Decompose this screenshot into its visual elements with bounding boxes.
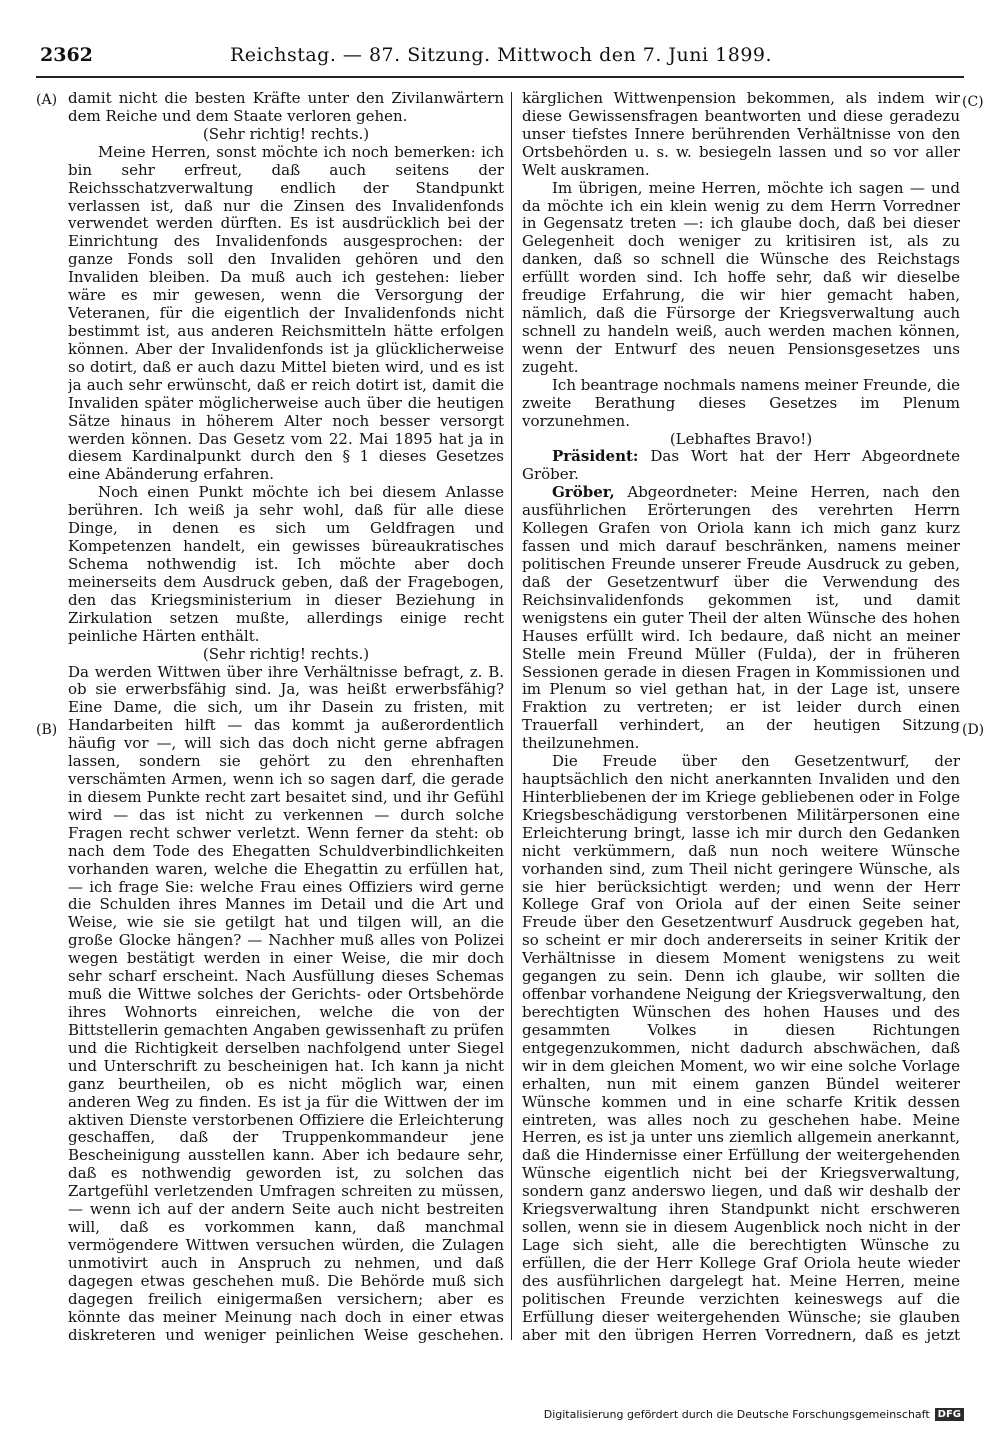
paragraph (68, 664, 504, 1345)
column-divider (511, 92, 512, 1340)
paragraph-text: Da werden Wittwen über ihre Verhältnisse befragt, z. B. ob sie erwerbsfähig sind. Ja, was heißt erwerbsfähig? Eine Dame, die sich, um ihr Dasein zu fristen, mit Handarbeiten hilft — das kommt ja außerordentlich häufig vor —, will sich das doch nicht gerne abfragen lassen, sondern sie gehört zu den ehrenhaften verschämten Armen, wenn ich so sagen darf, die gerade in diesem Punkte recht zart besaitet sind, und ihr Gefühl wird — das ist nicht zu verkennen — durch solche Fragen recht schwer verletzt. Wenn ferner da steht: ob nach dem Tode des Ehegatten Schuldverbindlichkeiten vorhanden waren, welche die Ehegattin zu erfüllen hat, — ich frage Sie: welche Frau eines Offiziers wird gerne die Schulden ihres Mannes im Detail und die Art und Weise, wie sie sie getilgt hat und tilgen will, an die große Glocke hängen? — Nachher muß alles von Polizei wegen bestätigt werden in einer Weise, die mir doch sehr scharf erscheint. Nach Ausfüllung dieses Schemas muß die Wittwe solches der Gerichts- oder Ortsbehörde ihres Wohnorts einreichen, welche die von der Bittstellerin gemachten Angaben gewissenhaft zu prüfen und die Richtigkeit derselben nachfolgend unter Siegel und Unterschrift zu bescheinigen hat. Ich kann ja nicht ganz beurtheilen, ob es nicht möglich war, einen anderen Weg zu finden. Es ist ja für die Wittwen der im aktiven Dienste verstorbenen Offiziere die Erleichterung geschaffen, daß der Truppenkommandeur jene Bescheinigung ausstellen kann. Aber ich bedaure sehr, daß es nothwendig geworden ist, zu solchen das Zartgefühl verletzenden Umfragen schreiten zu müssen, — wenn ich auf der andern Seite auch nicht bestreiten will, daß es vorkommen kann, daß manchmal vermögendere Wittwen versuchen würden, die Zulagen unmotivirt auch in Anspruch zu nehmen, und daß dagegen etwas geschehen muß. Die Behörde muß sich dagegen freilich einigermaßen versichern; aber es könnte das meiner Meinung nach doch in einer etwas diskreteren und weniger peinlichen Weise geschehen. (68, 662, 504, 1344)
left-column (68, 90, 504, 1344)
paragraph (68, 484, 504, 645)
paragraph-text: kärglichen Wittwenpension bekommen, als indem wir diese Gewissensfragen beantworten und diese geradezu unser tiefstes Innere berührenden Verhältnisse von den Ortsbehörden u. s. w. besiegeln lassen und so vor aller Welt auskramen. (522, 90, 960, 179)
right-column (522, 90, 960, 1344)
paragraph (68, 90, 504, 126)
paragraph-text: (Sehr richtig! rechts.) (202, 124, 370, 143)
margin-mark-b: (B) (36, 722, 58, 738)
dfg-logo: DFG (935, 1408, 964, 1421)
paragraph-text: Das Wort hat der Herr Abgeordnete Gröber. (522, 447, 960, 484)
paragraph-text: Im übrigen, meine Herren, möchte ich sagen — und da möchte ich ein klein wenig zu dem Herrn Vorredner in Gegensatz treten —: ich glaube doch, daß bei dieser Gelegenheit doch weniger zu kritisiren ist, als zu danken, daß so schnell die Wünsche des Reichstags erfüllt worden sind. Ich hoffe sehr, daß wir dieselbe freudige Erfahrung, die wir hier gemacht haben, nämlich, daß die Fürsorge der Kriegsverwaltung auch schnell zu handeln weiß, auch werden machen können, wenn der Entwurf des neuen Pensionsgesetzes uns zugeht. (522, 178, 960, 376)
page-header (36, 40, 966, 70)
header-rule (36, 76, 964, 78)
running-head: Reichstag. — 87. Sitzung. Mittwoch den 7. Juni 1899. (229, 44, 773, 66)
paragraph-text: Die Freude über den Gesetzentwurf, der hauptsächlich den nicht anerkannten Invaliden und den Hinterbliebenen der im Kriege gebliebenen oder in Folge Kriegsbeschädigung verstorbenen Militärpersonen eine Erleichterung bringt, lasse ich mir durch den Gedanken nicht verkümmern, daß nun noch weitere Wünsche vorhanden sind, zum Theil nicht geringere Wünsche, als sie hier berücksichtigt werden; und wenn der Herr Kollege Graf von Oriola auf der einen Seite seiner Freude über den Gesetzentwurf Ausdruck gegeben hat, so scheint er mir doch andererseits in seiner Kritik der Verhältnisse in diesem Moment wenigstens zu weit gegangen zu sein. Denn ich glaube, wir sollten die offenbar vorhandene Neigung der Kriegsverwaltung, den berechtigten Wünschen des hohen Hauses und des gesammten Volkes in diesen Richtungen entgegenzukommen, nicht dadurch abschwächen, daß wir in dem gleichen Moment, wo wir eine solche Vorlage erhalten, nun mit einem ganzen Bündel weiterer Wünsche kommen und in eine scharfe Kritik dessen eintreten, was alles noch zu geschehen habe. Meine Herren, es ist ja unter uns ziemlich allgemein anerkannt, daß die Hindernisse einer Erfüllung der weitergehenden Wünsche eigentlich nicht bei der Kriegsverwaltung, sondern ganz anderswo liegen, und daß wir deshalb der Kriegsverwaltung ihren Standpunkt nicht erschweren sollen, wenn sie in diesem Augenblick noch nicht in der Lage sich sieht, alle die berechtigten Wünsche zu erfüllen, die der Herr Kollege Graf Oriola heute wieder des ausführlichen dargelegt hat. Meine Herren, meine politischen Freunde verzichten keineswegs auf die Erfüllung dieser weitergehenden Wünsche; sie glauben aber mit den übrigen Herren Vorrednern, daß es jetzt (522, 752, 960, 1344)
paragraph (522, 377, 960, 431)
speaker-name: Gröber, (552, 483, 615, 502)
paragraph (522, 90, 960, 180)
paragraph (522, 484, 960, 753)
paragraph (68, 144, 504, 485)
margin-mark-a: (A) (36, 92, 58, 108)
paragraph-text: Noch einen Punkt möchte ich bei diesem Anlasse berühren. Ich weiß ja sehr wohl, daß für alle diese Dinge, in denen es sich um Geldfragen und Kompetenzen handelt, ein gewisses büreaukratisches Schema nothwendig ist. Ich möchte aber doch meinerseits dem Ausdruck geben, daß der Fragebogen, den das Kriegsministerium in dieser Beziehung in Zirkulation setzen mußte, allerdings einige recht peinliche Härten enthält. (68, 483, 504, 645)
paragraph-text: Meine Herren, sonst möchte ich noch bemerken: ich bin sehr erfreut, daß auch seitens der Reichsschatzverwaltung endlich der Standpunkt verlassen ist, daß nur die Zinsen des Invalidenfonds verwendet werden dürften. Es ist ausdrücklich bei der Einrichtung des Invalidenfonds ausgesprochen: der ganze Fonds soll den Invaliden gehören und den Invaliden bleiben. Da muß auch ich gestehen: lieber wäre es mir gewesen, wenn die Versorgung der Veteranen, für die eigentlich der Invalidenfonds nicht bestimmt ist, aus anderen Reichsmitteln hätte erfolgen können. Aber der Invalidenfonds ist ja glücklicherweise so dotirt, daß er auch dazu Mittel bieten wird, und es ist ja auch sehr erwünscht, daß er reich dotirt ist, damit die Invaliden später möglicherweise auch über die heutigen Sätze hinaus in höherem Alter noch besser versorgt werden können. Das Gesetz vom 22. Mai 1895 hat ja in diesem Kardinalpunkt durch den § 1 dieses Gesetzes eine Abänderung erfahren. (68, 142, 504, 484)
paragraph (68, 126, 504, 144)
paragraph (522, 180, 960, 377)
margin-mark-c: (C) (962, 94, 984, 110)
speaker-name: Präsident: (552, 447, 639, 466)
footer (544, 1408, 964, 1421)
page-number: 2362 (40, 44, 93, 66)
paragraph (522, 448, 960, 484)
paragraph-text: (Sehr richtig! rechts.) (202, 644, 370, 663)
paragraph-text: damit nicht die besten Kräfte unter den Zivilanwärtern dem Reiche und dem Staate verloren gehen. (68, 90, 504, 125)
paragraph (522, 431, 960, 449)
paragraph-text: Ich beantrage nochmals namens meiner Freunde, die zweite Berathung dieses Gesetzes im Plenum vorzunehmen. (522, 375, 960, 430)
margin-mark-d: (D) (962, 722, 985, 738)
paragraph-text: Abgeordneter: Meine Herren, nach den ausführlichen Erörterungen des verehrten Herrn Kollegen Grafen von Oriola kann ich mich ganz kurz fassen und mich darauf beschränken, namens meiner politischen Freunde unserer Freude Ausdruck zu geben, daß der Gesetzentwurf über die Verwendung des Reichsinvalidenfonds gekommen ist, und damit wenigstens ein guter Theil der alten Wünsche des hohen Hauses erfüllt wird. Ich bedaure, daß nicht an meiner Stelle mein Freund Müller (Fulda), der in früheren Sessionen gerade in diesen Fragen in Kommissionen und im Plenum so viel gethan hat, in der Lage ist, unsere Fraktion zu vertreten; er ist leider durch einen Trauerfall verhindert, an der heutigen Sitzung theilzunehmen. (522, 483, 960, 753)
paragraph-text: (Lebhaftes Bravo!) (669, 429, 813, 448)
paragraph (68, 646, 504, 664)
paragraph (522, 753, 960, 1344)
footer-credit: Digitalisierung gefördert durch die Deutsche Forschungsgemeinschaft (543, 1408, 930, 1421)
